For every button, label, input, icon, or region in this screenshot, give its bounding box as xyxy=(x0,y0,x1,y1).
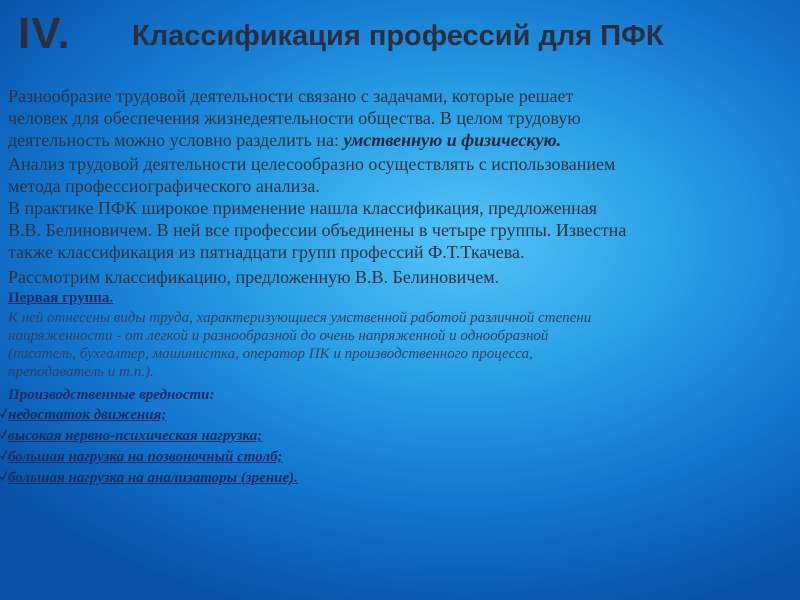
hazard-text: большая нагрузка на позвоночный столб; xyxy=(8,449,283,465)
text-line: В практике ПФК широкое применение нашла классификация, предложенная xyxy=(8,198,598,218)
hazard-text: большая нагрузка на анализаторы (зрение). xyxy=(8,470,298,486)
hazard-text: недостаток движения; xyxy=(8,407,167,423)
list-item xyxy=(8,447,800,468)
text-line: Анализ трудовой деятельности целесообразно осуществлять с использованием xyxy=(8,154,616,174)
list-item xyxy=(8,426,800,447)
analysis-paragraph xyxy=(8,154,800,262)
group-description xyxy=(8,309,800,381)
slide-body xyxy=(8,86,800,489)
text-line: (писатель, бухгалтер, машинистка, оператор ПК и производственного процесса, xyxy=(8,346,533,362)
text-line: В.В. Белиновичем. В ней все профессии объединены в четыре группы. Известна xyxy=(8,220,627,240)
text-line: человек для обеспечения жизнедеятельности общества. В целом трудовую xyxy=(8,108,581,128)
section-number: IV. xyxy=(18,9,71,58)
intro-paragraph xyxy=(8,86,800,150)
hazard-list xyxy=(8,405,800,489)
check-icon xyxy=(0,408,7,418)
check-icon xyxy=(0,450,7,460)
check-icon xyxy=(0,429,7,439)
consider-paragraph: Рассмотрим классификацию, предложенную В.В. Белиновичем. xyxy=(8,267,500,287)
text-line: преподаватель и т.п.). xyxy=(8,364,154,380)
text-line: К ней отнесены виды труда, характеризующиеся умственной работой различной степени xyxy=(8,310,592,326)
text-line xyxy=(8,130,800,150)
list-item xyxy=(8,405,800,426)
text-line: напряженности - от легкой и разнообразной до очень напряженной и однообразной xyxy=(8,328,549,344)
title-text: Классификация профессий для ПФК xyxy=(132,20,664,52)
text-line: Разнообразие трудовой деятельности связано с задачами, которые решает xyxy=(8,86,574,106)
slide-title xyxy=(14,6,800,64)
emphasis-text: умственную и физическую. xyxy=(343,130,562,150)
text-line: также классификация из пятнадцати групп профессий Ф.Т.Ткачева. xyxy=(8,242,525,262)
text-line: метода профессиографического анализа. xyxy=(8,176,320,196)
check-icon xyxy=(0,471,7,481)
list-item xyxy=(8,468,800,489)
hazards-title: Производственные вредности: xyxy=(8,387,215,403)
group-heading: Первая группа. xyxy=(8,290,114,306)
text-line-prefix: деятельность можно условно разделить на: xyxy=(8,130,344,150)
hazard-text: высокая нервно-психическая нагрузка; xyxy=(8,428,263,444)
